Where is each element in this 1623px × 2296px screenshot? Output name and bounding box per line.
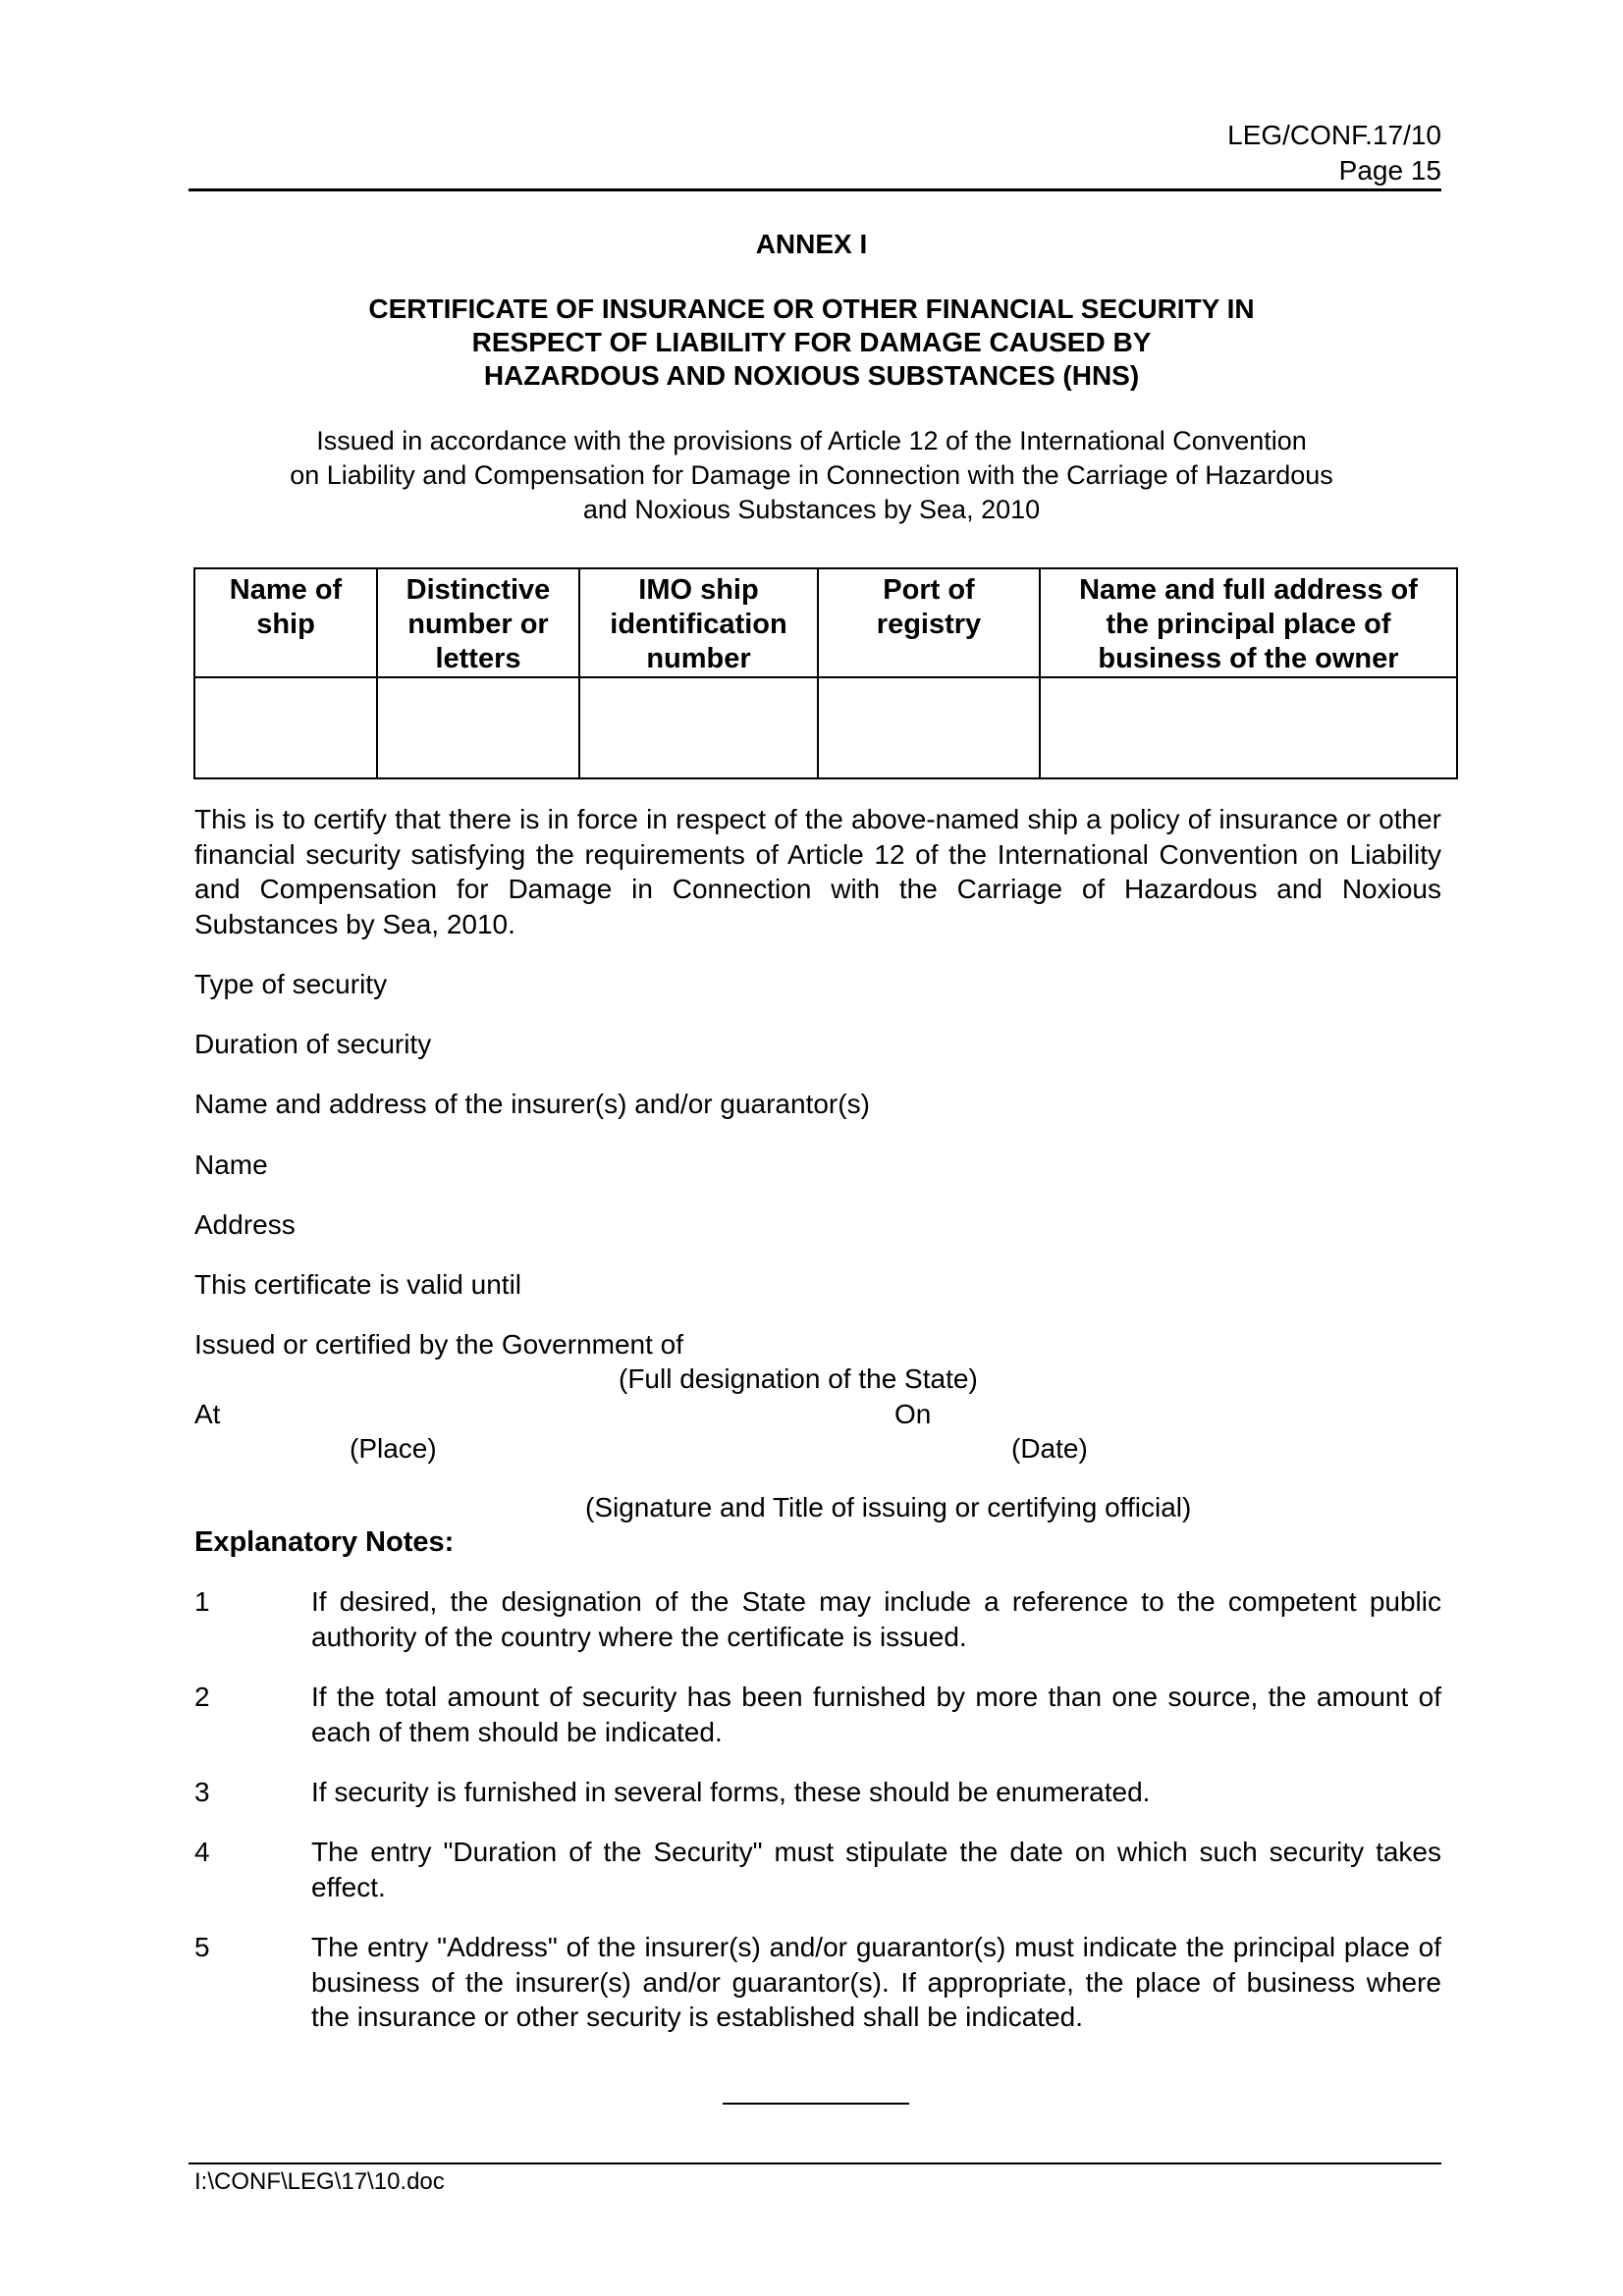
column-header-name-of-ship: Name of ship bbox=[194, 568, 377, 677]
date-label: (Date) bbox=[1011, 1433, 1088, 1464]
at-label: At bbox=[194, 1399, 221, 1429]
annex-heading: ANNEX I bbox=[755, 229, 868, 259]
distinctive-number-cell[interactable] bbox=[377, 677, 579, 778]
title-line-1: CERTIFICATE OF INSURANCE OR OTHER FINANCIAL SECURITY IN bbox=[368, 294, 1255, 324]
table-row bbox=[194, 677, 1457, 778]
header-rule bbox=[189, 188, 1441, 191]
note-text: If desired, the designation of the State may include a reference to the competent public authority of the country where the certificate is issued. bbox=[311, 1586, 1441, 1652]
title-line-2: RESPECT OF LIABILITY FOR DAMAGE CAUSED BY bbox=[471, 327, 1152, 357]
note-number: 5 bbox=[194, 1932, 210, 1962]
certification-paragraph: This is to certify that there is in force in respect of the above-named ship a policy of insurance or other financial security satisfying the requirements of Article 12 of the International Convention on Liability and Compensation for Damage in Connection with the Carriage of Hazardous and Noxious Substances by Sea, 2010. bbox=[194, 804, 1441, 939]
explanatory-notes-heading: Explanatory Notes: bbox=[194, 1526, 455, 1558]
port-of-registry-cell[interactable] bbox=[818, 677, 1040, 778]
address-label: Address bbox=[194, 1209, 296, 1240]
ship-particulars-table bbox=[193, 567, 1458, 779]
note-number: 1 bbox=[194, 1586, 210, 1617]
title-line-3: HAZARDOUS AND NOXIOUS SUBSTANCES (HNS) bbox=[483, 360, 1140, 391]
signature-label: (Signature and Title of issuing or certifying official) bbox=[585, 1492, 1192, 1522]
name-label: Name bbox=[194, 1149, 268, 1180]
column-header-port-of-registry: Port of registry bbox=[818, 568, 1040, 677]
insurer-name-address-label: Name and address of the insurer(s) and/or guarantor(s) bbox=[194, 1089, 870, 1119]
note-text: The entry "Duration of the Security" must stipulate the date on which such security takes effect. bbox=[311, 1837, 1441, 1902]
note-number: 2 bbox=[194, 1682, 210, 1712]
note-number: 3 bbox=[194, 1777, 210, 1807]
intro-line-3: and Noxious Substances by Sea, 2010 bbox=[582, 495, 1041, 524]
column-header-imo-number: IMO ship identification number bbox=[579, 568, 818, 677]
end-rule bbox=[723, 2103, 909, 2105]
owner-address-cell[interactable] bbox=[1040, 677, 1457, 778]
on-label: On bbox=[894, 1399, 932, 1429]
imo-number-cell[interactable] bbox=[579, 677, 818, 778]
name-of-ship-cell[interactable] bbox=[194, 677, 377, 778]
document-reference: LEG/CONF.17/10 bbox=[1227, 120, 1441, 150]
note-text: If security is furnished in several forms, these should be enumerated. bbox=[311, 1777, 1151, 1807]
place-label: (Place) bbox=[350, 1433, 437, 1464]
intro-line-1: Issued in accordance with the provisions of Article 12 of the International Convention bbox=[316, 426, 1307, 455]
file-path: I:\CONF\LEG\17\10.doc bbox=[194, 2168, 445, 2195]
note-text: The entry "Address" of the insurer(s) and/or guarantor(s) must indicate the principal place of business of the insurer(s) and/or guarantor(s). If appropriate, the place of business where the insurance or other security is established shall be indicated. bbox=[311, 1932, 1441, 2032]
table-header-row bbox=[194, 568, 1457, 677]
column-header-distinctive-number: Distinctive number or letters bbox=[377, 568, 579, 677]
valid-until-label: This certificate is valid until bbox=[194, 1269, 522, 1300]
full-designation-label: (Full designation of the State) bbox=[619, 1363, 978, 1394]
issued-by-label: Issued or certified by the Government of bbox=[194, 1329, 684, 1360]
type-of-security-label: Type of security bbox=[194, 969, 388, 999]
note-number: 4 bbox=[194, 1837, 210, 1867]
page-number: Page 15 bbox=[1338, 155, 1441, 186]
duration-of-security-label: Duration of security bbox=[194, 1029, 432, 1059]
column-header-owner-address: Name and full address of the principal place of business of the owner bbox=[1040, 568, 1457, 677]
note-text: If the total amount of security has been furnished by more than one source, the amount of each of them should be indicated. bbox=[311, 1682, 1441, 1747]
footer-rule bbox=[189, 2163, 1441, 2164]
intro-line-2: on Liability and Compensation for Damage in Connection with the Carriage of Hazardous bbox=[290, 460, 1333, 490]
